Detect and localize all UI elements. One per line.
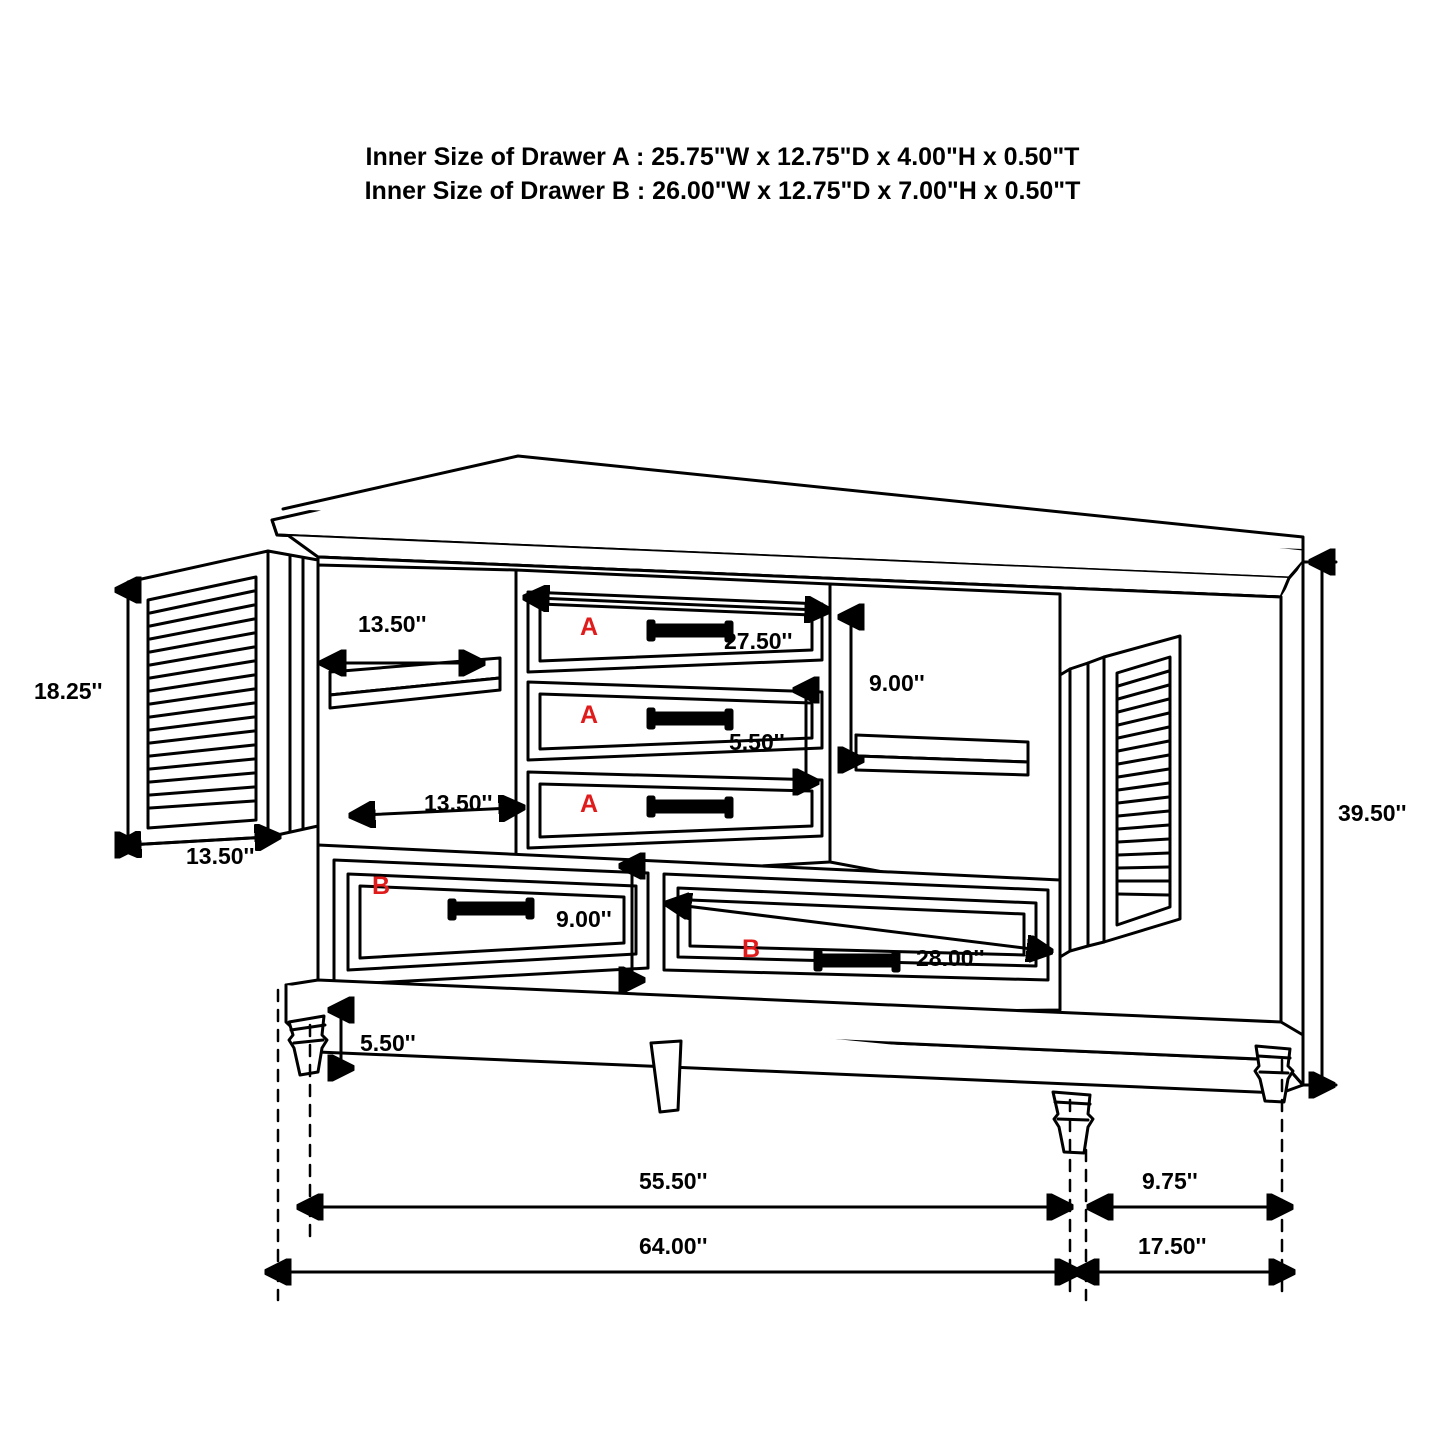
right-compartment — [830, 584, 1060, 905]
dim-label-door-width: 13.50'' — [186, 843, 255, 869]
dim-label-drawer-b-height: 9.00'' — [556, 906, 612, 932]
leg-front-left — [289, 1016, 327, 1075]
drawer-tag-a-3: A — [580, 790, 599, 818]
dim-label-door-height: 18.25'' — [34, 678, 103, 704]
leg-center-back — [651, 1041, 681, 1112]
drawer-tag-b-2: B — [742, 935, 761, 963]
dim-label-compartment-right-height: 9.00'' — [869, 670, 925, 696]
dim-label-case-width: 55.50'' — [639, 1168, 708, 1194]
cabinet-right-side — [1281, 562, 1303, 1085]
left-door-open — [128, 551, 318, 845]
dim-label-drawer-b-width: 28.00'' — [916, 945, 985, 971]
dim-label-overall-width: 64.00'' — [639, 1233, 708, 1259]
drawer-column-a — [516, 570, 830, 880]
dim-label-drawer-a-width: 27.50'' — [724, 628, 793, 654]
drawer-tag-a-1: A — [580, 613, 599, 641]
dim-label-drawer-a-height: 5.50'' — [729, 729, 785, 755]
drawer-tag-b-1: B — [372, 872, 391, 900]
drawer-tag-a-2: A — [580, 701, 599, 729]
header-note-line-2: Inner Size of Drawer B : 26.00"W x 12.75"D x 7.00"H x 0.50"T — [364, 177, 1081, 205]
right-door-open — [1060, 636, 1180, 957]
leg-front-right — [1053, 1092, 1093, 1153]
dim-label-shelf-depth-bottom: 13.50'' — [424, 790, 493, 816]
header-note-line-1: Inner Size of Drawer A : 25.75"W x 12.75"D x 4.00"H x 0.50"T — [365, 143, 1080, 171]
dim-label-overall-depth: 17.50'' — [1138, 1233, 1207, 1259]
dim-label-leg-height: 5.50'' — [360, 1030, 416, 1056]
dim-label-shelf-depth-top: 13.50'' — [358, 611, 427, 637]
dim-label-overall-height: 39.50'' — [1338, 800, 1407, 826]
dim-label-side-depth-upper: 9.75'' — [1142, 1168, 1198, 1194]
